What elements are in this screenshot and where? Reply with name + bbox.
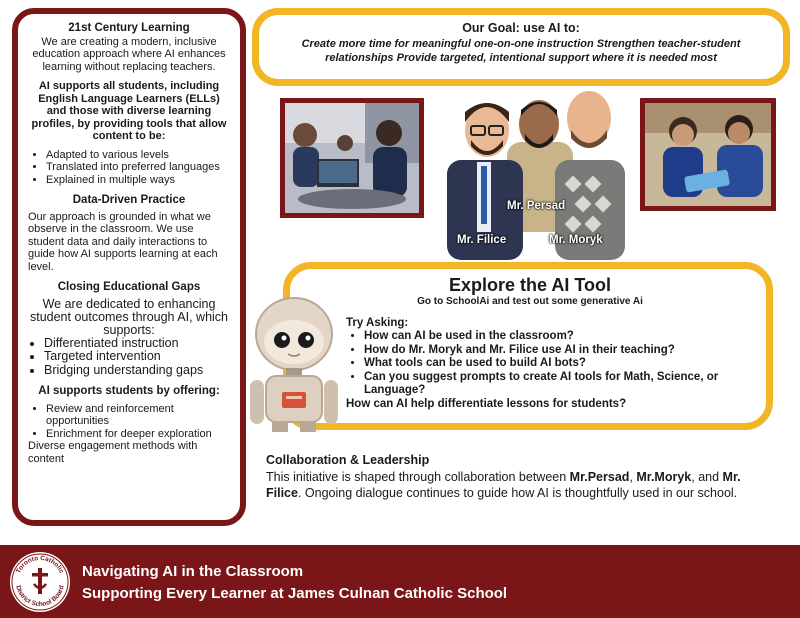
offering-list xyxy=(46,403,230,441)
students-laptop-photo xyxy=(280,98,424,218)
gaps-text: We are dedicated to enhancing student outcomes through AI, which supports: xyxy=(29,296,229,337)
list-item: • Targeted intervention xyxy=(44,350,230,364)
list-item: • Adapted to various levels xyxy=(46,149,230,162)
list-item: • Review and reinforcement opportunities xyxy=(46,403,230,428)
intro-text: We are creating a modern, inclusive education approach where AI enhances learning without replacing teachers. xyxy=(32,35,226,73)
collab-title: Collaboration & Leadership xyxy=(266,453,430,467)
collab-text-b: . Ongoing dialogue continues to guide how AI is thoughtfully used in our school. xyxy=(297,486,738,500)
list-item: • Enrichment for deeper exploration xyxy=(46,428,230,441)
teacher-label-filice: Mr. Filice xyxy=(457,234,507,246)
teacher-label-persad: Mr. Persad xyxy=(507,200,566,212)
logo-text-top: Toronto Catholic xyxy=(15,554,65,575)
panel-title: 21st Century Learning xyxy=(68,22,190,34)
collab-name-filice: Mr. Filice xyxy=(266,469,741,500)
teacher-label-moryk: Mr. Moryk xyxy=(549,234,603,246)
footer-bar xyxy=(0,545,800,618)
supports-list xyxy=(46,149,230,187)
goal-text: Create more time for meaningful one-on-one instruction Strengthen teacher-student relationships Provide targeted, intentional support where it is needed most xyxy=(301,38,741,64)
list-item: • What tools can be used to build AI bots? xyxy=(364,357,754,371)
tcdsb-logo-icon xyxy=(8,550,72,614)
teachers-illustration xyxy=(447,82,625,260)
collab-name-persad: Mr.Persad xyxy=(569,469,630,484)
goal-box xyxy=(252,8,790,86)
data-heading: Data-Driven Practice xyxy=(72,194,186,206)
kids-photo-image xyxy=(645,103,771,206)
try-asking-label: Try Asking: xyxy=(346,317,409,329)
gaps-heading: Closing Educational Gaps xyxy=(57,281,201,293)
explore-title: Explore the AI Tool xyxy=(448,275,611,295)
robot-icon xyxy=(244,296,360,432)
gaps-list xyxy=(44,337,230,378)
list-item: • Differentiated instruction xyxy=(44,337,230,351)
questions-list xyxy=(346,330,754,411)
students-photo-image xyxy=(285,103,419,213)
footer-title: Navigating AI in the Classroom xyxy=(82,563,304,580)
list-item: How can AI help differentiate lessons for students? xyxy=(346,397,627,410)
kids-tablet-photo xyxy=(640,98,776,211)
offering-tail: Diverse engagement methods with content xyxy=(28,440,198,465)
supports-heading: AI supports all students, including English Language Learners (ELLs) and those with diverse learning profiles, by providing tools that allow content to be: xyxy=(31,80,227,142)
explore-subtitle: Go to SchoolAi and test out some generative Ai xyxy=(417,296,643,307)
list-item: • Explained in multiple ways xyxy=(46,174,230,187)
list-item: • Can you suggest prompts to create AI tools for Math, Science, or Language? xyxy=(364,371,754,398)
collab-sep-2: , and xyxy=(691,469,723,484)
list-item: • Translated into preferred languages xyxy=(46,161,230,174)
collab-text-a: This initiative is shaped through collaboration between xyxy=(266,469,570,484)
offering-heading: AI supports students by offering: xyxy=(38,385,220,397)
left-info-panel xyxy=(12,8,246,526)
robot-illustration xyxy=(244,296,360,432)
collaboration-section xyxy=(266,452,766,502)
footer-subtitle: Supporting Every Learner at James Culnan Catholic School xyxy=(82,585,508,602)
logo-text-bottom: District School Board xyxy=(14,584,66,609)
list-item: • Bridging understanding gaps xyxy=(44,364,230,378)
data-text: Our approach is grounded in what we observe in the classroom. We use student data and daily interactions to guide how AI supports learning at each level. xyxy=(28,210,218,273)
list-item: • How do Mr. Moryk and Mr. Filice use AI in their teaching? xyxy=(364,344,754,358)
list-item: • How can AI be used in the classroom? xyxy=(364,330,754,344)
tcdsb-logo xyxy=(8,550,72,614)
collab-text xyxy=(266,469,766,502)
collab-name-moryk: Mr.Moryk xyxy=(636,469,692,484)
collab-sep-1: , xyxy=(629,469,637,484)
goal-title: Our Goal: use AI to: xyxy=(462,21,580,35)
